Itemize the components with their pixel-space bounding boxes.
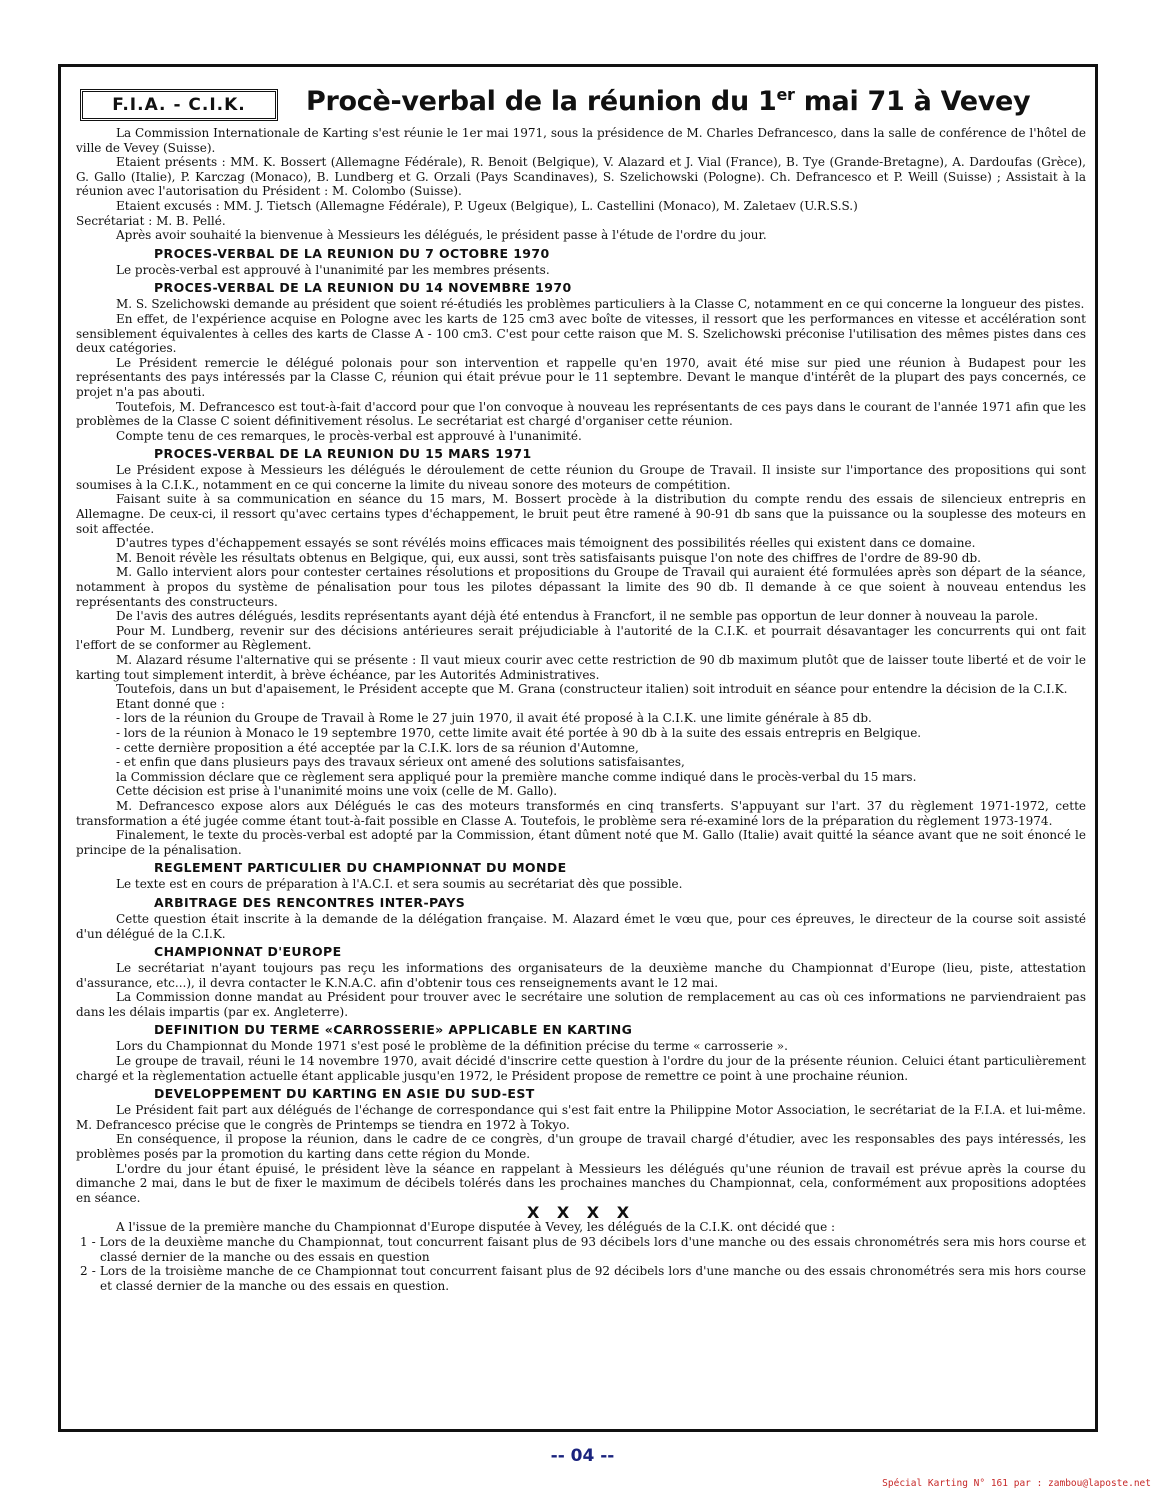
- dash-item: - et enfin que dans plusieurs pays des travaux sérieux ont amené des solutions satisfaisantes,: [116, 755, 685, 770]
- page-number: -- 04 --: [550, 1446, 615, 1466]
- paragraph: Toutefois, M. Defrancesco est tout-à-fait d'accord pour que l'on convoque à nouveau les représentants de ces pays dans le courant de l'année 1971 afin que les problèmes de la Classe C soient définitivement résolus. Le secrétariat est chargé d'organiser cette réunion.: [76, 399, 1086, 429]
- intro-paragraph: Etaient présents : MM. K. Bossert (Allemagne Fédérale), R. Benoit (Belgique), V. Alazard et J. Vial (France), B. Tye (Grande-Bretagne), A. Dardoufas (Grèce), G. Gallo (Italie), P. Karczag (Monaco), B. Lundberg et G. Orzali (Pays Scandinaves), S. Szelichowski (Pologne). Ch. Defrancesco et P. Weill (Suisse) ; Assistait à la réunion avec l'autorisation du Président : M. Colombo (Suisse).: [76, 155, 1086, 199]
- section-heading: PROCES-VERBAL DE LA REUNION DU 15 MARS 1971: [154, 446, 532, 462]
- paragraph: De l'avis des autres délégués, lesdits représentants ayant déjà été entendus à Francfort, il ne semble pas opportun de leur donner à nouveau la parole.: [116, 609, 1039, 624]
- paragraph: Le groupe de travail, réuni le 14 novembre 1970, avait décidé d'inscrire cette question à l'ordre du jour de la présente réunion. Celuici étant particulièrement chargé et la règlementation actuelle étant applicable jusqu'en 1972, le Président propose de remettre ce point à une prochaine réunion.: [76, 1054, 1086, 1083]
- header: [80, 86, 1080, 128]
- paragraph: Lors du Championnat du Monde 1971 s'est posé le problème de la définition précise du terme « carrosserie ».: [116, 1039, 788, 1054]
- section-heading: DEVELOPPEMENT DU KARTING EN ASIE DU SUD-EST: [154, 1086, 535, 1102]
- minutes-body: [76, 126, 1086, 1426]
- paragraph: M. Alazard résume l'alternative qui se présente : Il vaut mieux courir avec cette restriction de 90 db maximum plutôt que de laisser toute liberté et de voir le karting tout simplement interdit, à brève échéance, par les Autorités Administratives.: [76, 653, 1086, 682]
- paragraph: Le Président expose à Messieurs les délégués le déroulement de cette réunion du Groupe de Travail. Il insiste sur l'importance des propositions qui sont soumises à la C.I.K., notamment en ce qui concerne la limite du niveau sonore des moteurs de compétition.: [76, 463, 1086, 492]
- paragraph: Le Président fait part aux délégués de l'échange de correspondance qui s'est fait entre la Philippine Motor Association, le secrétariat de la F.I.A. et lui-même. M. Defrancesco précise que le congrès de Printemps se tiendra en 1972 à Tokyo.: [76, 1103, 1086, 1132]
- footer-credit: Spécial Karting N° 161 par : zambou@laposte.net: [882, 1478, 1151, 1489]
- section-heading: PROCES-VERBAL DE LA REUNION DU 7 OCTOBRE 1970: [154, 245, 550, 261]
- title-superscript: er: [776, 85, 795, 104]
- paragraph: Faisant suite à sa communication en séance du 15 mars, M. Bossert procède à la distribution du compte rendu des essais de silencieux entrepris en Allemagne. De ceux-ci, il ressort qu'avec certains types d'échappement, le bruit peut être ramené à 90-91 db sans que la puissance ou la souplesse des moteurs en soit affectée.: [76, 492, 1086, 536]
- numbered-item: 2 - Lors de la troisième manche de ce Championnat tout concurrent faisant plus de 92 décibels lors d'une manche ou des essais chronométrés sera mis hors course et classé dernier de la manche ou des essais en question.: [80, 1264, 1086, 1293]
- section-heading: DEFINITION DU TERME «CARROSSERIE» APPLICABLE EN KARTING: [154, 1022, 633, 1038]
- paragraph: Toutefois, dans un but d'apaisement, le Président accepte que M. Grana (constructeur italien) soit introduit en séance pour entendre la décision de la C.I.K.: [116, 682, 1068, 697]
- paragraph: Finalement, le texte du procès-verbal est adopté par la Commission, étant dûment noté que M. Gallo (Italie) avait quitté la séance avant que ne soit énoncé le principe de la pénalisation.: [76, 828, 1086, 857]
- title-text: Procè-verbal de la réunion du 1: [306, 86, 777, 117]
- paragraph: La Commission donne mandat au Président pour trouver avec le secrétaire une solution de remplacement au cas où ces informations ne parviendraient pas dans les délais impartis (par ex. Angleterre).: [76, 990, 1086, 1019]
- intro-paragraph: La Commission Internationale de Karting s'est réunie le 1er mai 1971, sous la présidence de M. Charles Defrancesco, dans la salle de conférence de l'hôtel de ville de Vevey (Suisse).: [76, 126, 1086, 155]
- dash-item: - lors de la réunion à Monaco le 19 septembre 1970, cette limite avait été portée à 90 db à la suite des essais entrepris en Belgique.: [116, 725, 922, 740]
- paragraph: Le Président remercie le délégué polonais pour son intervention et rappelle qu'en 1970, avait été mise sur pied une réunion à Budapest pour les représentants des pays intéressés par la Classe C, réunion qui était prévue pour le 11 septembre. Devant le manque d'intérêt de la plupart des pays concernés, ce projet n'a pas abouti.: [76, 355, 1086, 399]
- paragraph: Le procès-verbal est approuvé à l'unanimité par les membres présents.: [116, 262, 550, 277]
- paragraph: D'autres types d'échappement essayés se sont révélés moins efficaces mais témoignent des possibilités réelles qui existent dans ce domaine.: [116, 536, 976, 551]
- paragraph: M. S. Szelichowski demande au président que soient ré-étudiés les problèmes particuliers à la Classe C, notamment en ce qui concerne la longueur des pistes.: [116, 297, 1085, 312]
- section-separator: X X X X: [526, 1203, 636, 1223]
- paragraph: Cette décision est prise à l'unanimité moins une voix (celle de M. Gallo).: [116, 784, 558, 799]
- intro-paragraph: Après avoir souhaité la bienvenue à Messieurs les délégués, le président passe à l'étude de l'ordre du jour.: [116, 228, 767, 243]
- title-text-end: mai 71 à Vevey: [794, 86, 1031, 117]
- section-heading: REGLEMENT PARTICULIER DU CHAMPIONNAT DU MONDE: [154, 860, 567, 876]
- section-heading: ARBITRAGE DES RENCONTRES INTER-PAYS: [154, 894, 466, 910]
- paragraph: Pour M. Lundberg, revenir sur des décisions antérieures serait préjudiciable à l'autorité de la C.I.K. et pourrait désavantager les concurrents qui ont fait l'effort de se conformer au Règlement.: [76, 623, 1086, 653]
- paragraph: M. Benoit révèle les résultats obtenus en Belgique, qui, eux aussi, sont très satisfaisants puisque l'on note des chiffres de l'ordre de 89-90 db.: [116, 550, 981, 565]
- section-heading: PROCES-VERBAL DE LA REUNION DU 14 NOVEMBRE 1970: [154, 280, 572, 296]
- numbered-item: 1 - Lors de la deuxième manche du Championnat, tout concurrent faisant plus de 93 décibels lors d'une manche ou des essais chronométrés sera mis hors course et classé dernier de la manche ou des essais en question: [80, 1235, 1086, 1264]
- dash-item: - lors de la réunion du Groupe de Travail à Rome le 27 juin 1970, il avait été proposé à la C.I.K. une limite générale à 85 db.: [116, 711, 872, 726]
- paragraph: Etant donné que :: [116, 696, 225, 711]
- paragraph: L'ordre du jour étant épuisé, le président lève la séance en rappelant à Messieurs les délégués qu'une réunion de travail est prévue après la course du dimanche 2 mai, dans le but de fixer le maximum de décibels tolérés dans les prochaines manches du Championnat, cela, conformément aux propositions adoptées en séance.: [76, 1161, 1086, 1205]
- intro-paragraph: Etaient excusés : MM. J. Tietsch (Allemagne Fédérale), P. Ugeux (Belgique), L. Castellini (Monaco), M. Zaletaev (U.R.S.S.): [116, 198, 858, 213]
- paragraph: M. Defrancesco expose alors aux Délégués le cas des moteurs transformés en cinq transferts. S'appuyant sur l'art. 37 du règlement 1971-1972, cette transformation a été jugée comme étant tout-à-fait possible en Classe A. Toutefois, le problème sera ré-examiné lors de la préparation du règlement 1973-1974.: [76, 798, 1086, 828]
- paragraph: En conséquence, il propose la réunion, dans le cadre de ce congrès, d'un groupe de travail chargé d'étudier, avec les responsables des pays intéressés, les problèmes posés par la promotion du karting dans cette région du Monde.: [76, 1132, 1086, 1162]
- page-title: [306, 86, 1030, 117]
- intro-paragraph: Secrétariat : M. B. Pellé.: [76, 213, 226, 228]
- paragraph: Le secrétariat n'ayant toujours pas reçu les informations des organisateurs de la deuxième manche du Championnat d'Europe (lieu, piste, attestation d'assurance, etc...), il devra contacter le K.N.A.C. afin d'obtenir tous ces renseignements avant le 12 mai.: [76, 961, 1086, 990]
- fia-cik-tag: F.I.A. - C.I.K.: [80, 89, 278, 121]
- dash-item: - cette dernière proposition a été acceptée par la C.I.K. lors de sa réunion d'Automne,: [116, 740, 639, 755]
- paragraph: A l'issue de la première manche du Championnat d'Europe disputée à Vevey, les délégués de la C.I.K. ont décidé que :: [116, 1220, 836, 1235]
- paragraph: M. Gallo intervient alors pour contester certaines résolutions et propositions du Groupe de Travail qui auraient été formulées après son départ de la séance, notamment à propos du système de pénalisation pour tous les pilotes dépassant la limite des 90 db. Il demande à ce que soient à nouveau entendus les représentants des constructeurs.: [76, 565, 1086, 609]
- paragraph: En effet, de l'expérience acquise en Pologne avec les karts de 125 cm3 avec boîte de vitesses, il ressort que les performances en vitesse et accélération sont sensiblement équivalentes à celles des karts de Classe A - 100 cm3. C'est pour cette raison que M. S. Szelichowski préconise l'utilisation des mêmes pistes dans ces deux catégories.: [76, 311, 1086, 356]
- section-heading: CHAMPIONNAT D'EUROPE: [154, 944, 342, 960]
- paragraph: Cette question était inscrite à la demande de la délégation française. M. Alazard émet le vœu que, pour ces épreuves, le directeur de la course soit assisté d'un délégué de la C.I.K.: [76, 911, 1086, 941]
- paragraph: Compte tenu de ces remarques, le procès-verbal est approuvé à l'unanimité.: [116, 428, 582, 443]
- paragraph: Le texte est en cours de préparation à l'A.C.I. et sera soumis au secrétariat dès que possible.: [116, 877, 683, 892]
- paragraph: la Commission déclare que ce règlement sera appliqué pour la première manche comme indiqué dans le procès-verbal du 15 mars.: [116, 769, 917, 784]
